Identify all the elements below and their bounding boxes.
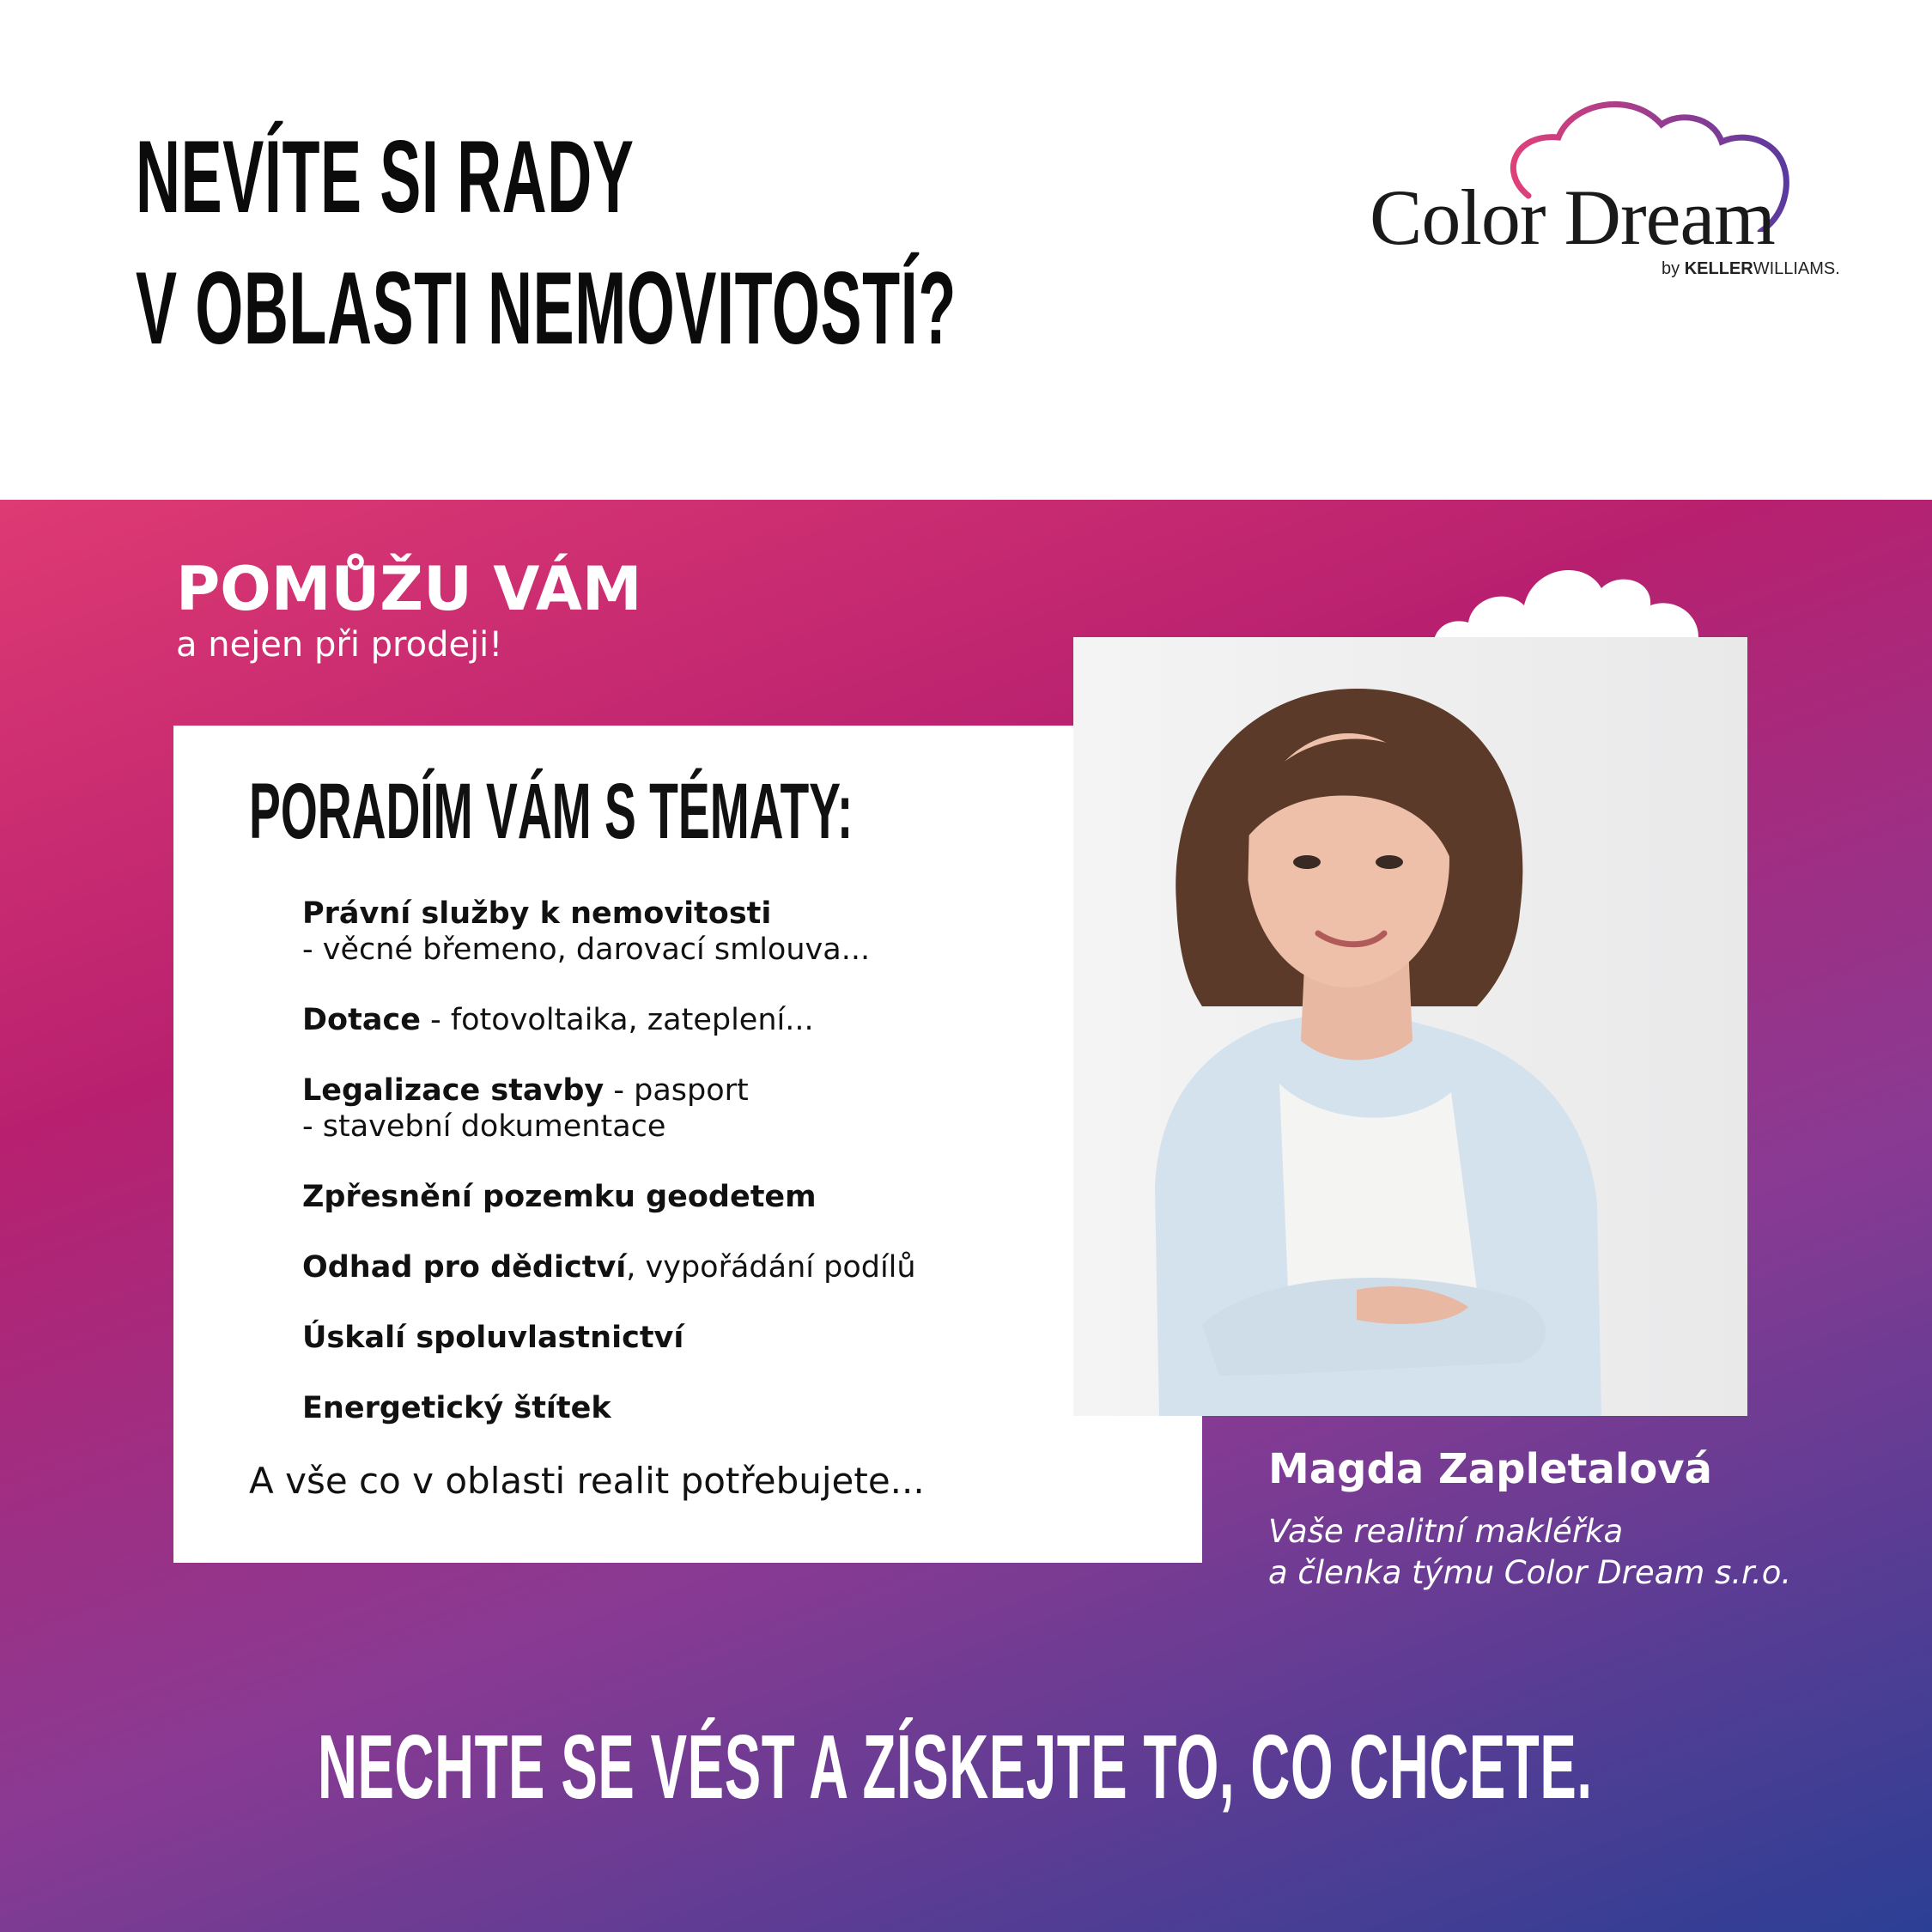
- logo-keller: KELLER: [1684, 259, 1753, 278]
- agent-role-line-2: a členka týmu Color Dream s.r.o.: [1268, 1554, 1792, 1591]
- logo-tagline: [1662, 259, 1840, 279]
- topic-bold: Legalizace stavby: [302, 1073, 605, 1108]
- topic-item: [302, 1320, 1075, 1356]
- logo-williams: WILLIAMS.: [1753, 259, 1840, 278]
- topic-rest: , vypořádání podílů: [626, 1250, 916, 1285]
- topics-card: [173, 726, 1202, 1563]
- agent-photo: [1073, 637, 1747, 1416]
- topic-item: [302, 1249, 1075, 1285]
- agent-role: [1268, 1511, 1791, 1594]
- logo-brand-name: Color Dream: [1370, 173, 1775, 261]
- topic-item: [302, 1390, 1075, 1426]
- headline-line-2: V OBLASTI NEMOVITOSTÍ?: [136, 251, 957, 366]
- topic-rest: - fotovoltaika, zateplení...: [420, 1003, 814, 1037]
- agent-role-line-1: Vaše realitní makléřka: [1268, 1513, 1624, 1550]
- topic-item: [302, 1179, 1075, 1215]
- topics-list: [302, 896, 1075, 1461]
- topic-rest: - pasport: [604, 1073, 749, 1108]
- topic-line2: - stavební dokumentace: [302, 1109, 666, 1144]
- topic-bold: Energetický štítek: [302, 1391, 611, 1425]
- topic-line2: - věcné břemeno, darovací smlouva...: [302, 933, 871, 967]
- topic-item: [302, 1002, 1075, 1038]
- color-dream-logo: [1370, 94, 1850, 292]
- topic-bold: Odhad pro dědictví: [302, 1250, 627, 1285]
- topic-bold: Zpřesnění pozemku geodetem: [302, 1180, 817, 1214]
- logo-by: by: [1662, 259, 1685, 278]
- topic-item: [302, 1072, 1075, 1145]
- headline-line-1: NEVÍTE SI RADY: [136, 119, 635, 234]
- help-subtitle: a nejen při prodeji!: [176, 625, 503, 665]
- topics-title: PORADÍM VÁM S TÉMATY:: [249, 768, 854, 855]
- footer-slogan: NECHTE SE VÉST A ZÍSKEJTE TO, CO CHCETE.: [318, 1716, 1593, 1818]
- topic-item: [302, 896, 1075, 968]
- agent-name: Magda Zapletalová: [1268, 1445, 1712, 1493]
- topic-bold: Dotace: [302, 1003, 421, 1037]
- topic-bold: Právní služby k nemovitosti: [302, 896, 772, 931]
- help-title: POMŮŽU VÁM: [176, 554, 642, 624]
- page-headline: [136, 112, 957, 374]
- topic-bold: Úskalí spoluvlastnictví: [302, 1321, 684, 1355]
- topics-closing: A vše co v oblasti realit potřebujete...: [249, 1460, 925, 1502]
- agent-portrait-image: [1073, 637, 1747, 1416]
